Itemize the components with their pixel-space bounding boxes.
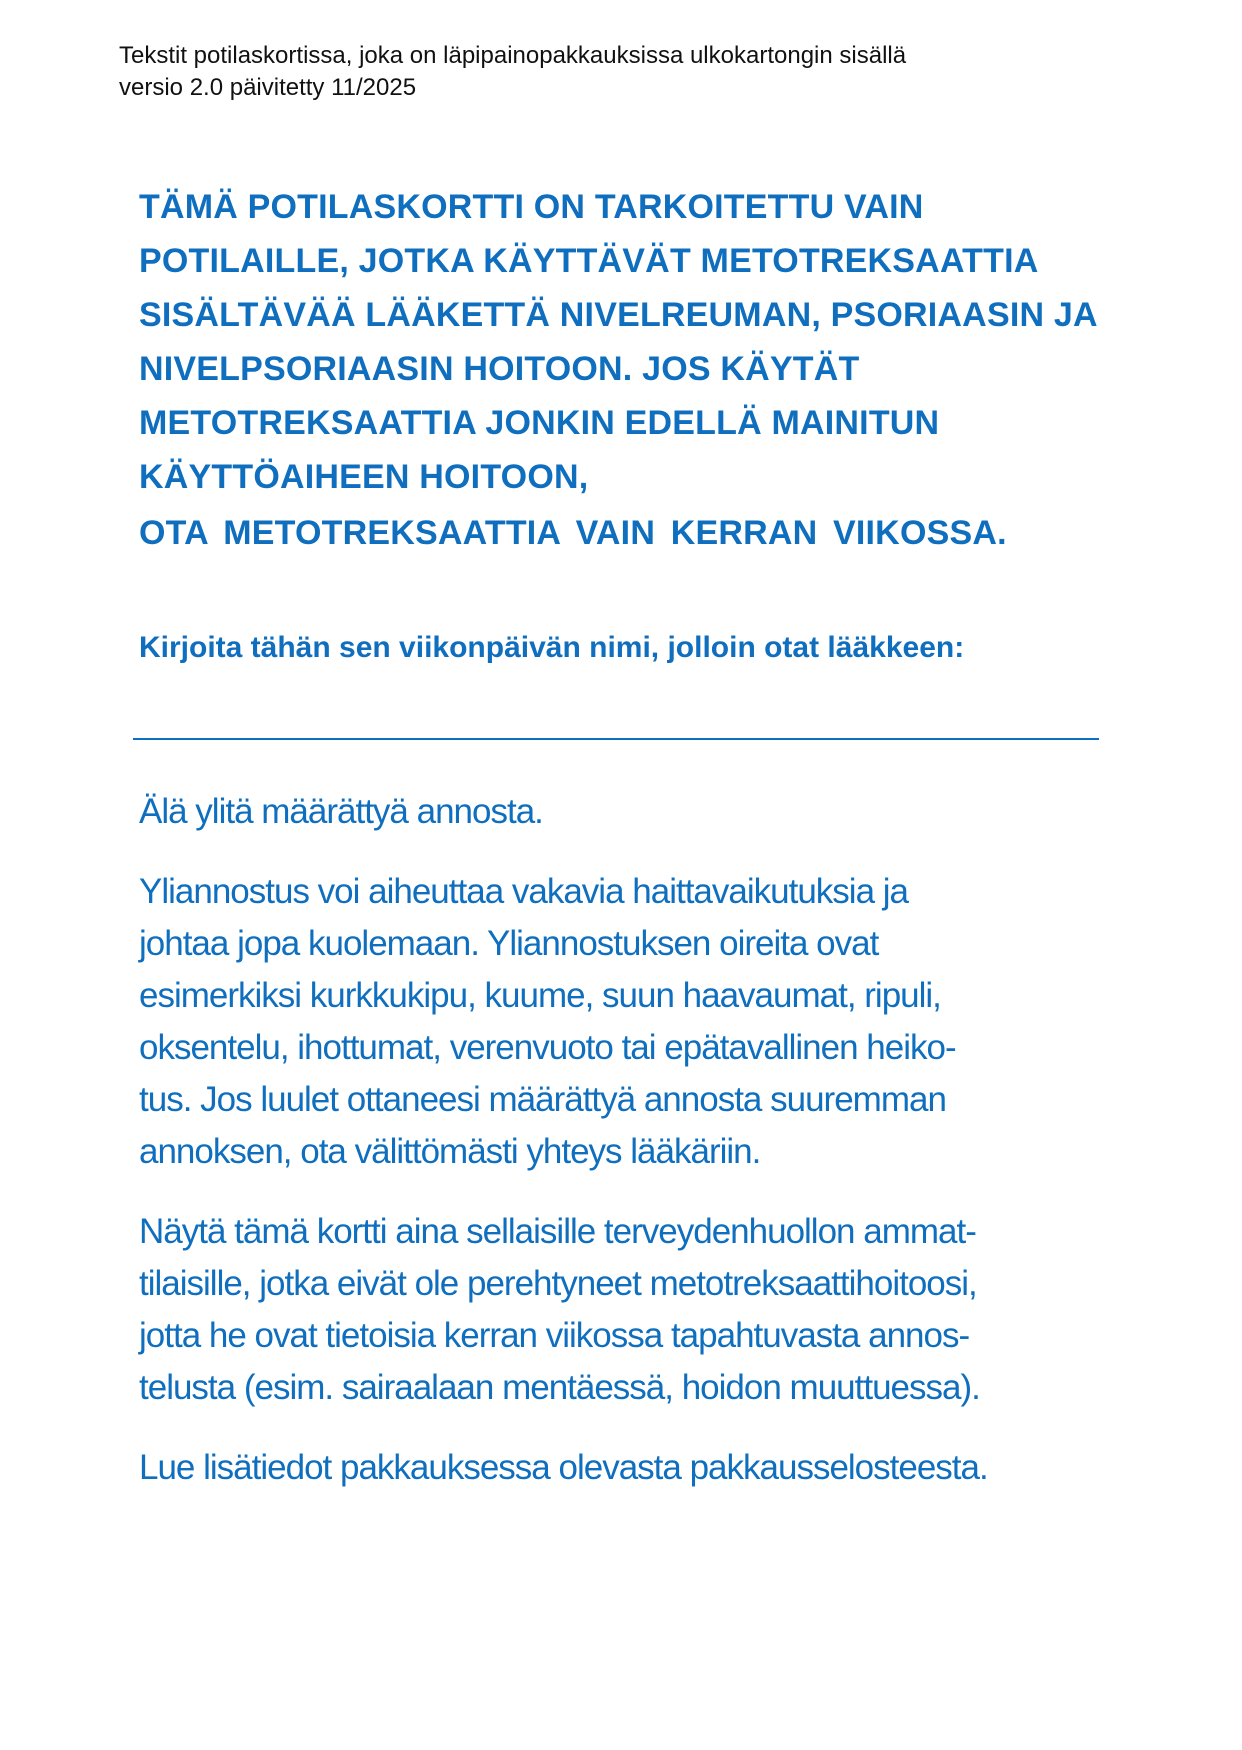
warning-line: TÄMÄ POTILASKORTTI ON TARKOITETTU VAIN (139, 188, 924, 226)
warning-line: POTILAILLE, JOTKA KÄYTTÄVÄT METOTREKSAATTIA (139, 242, 1039, 280)
paragraph-line: Älä ylitä määrättyä annosta. (139, 792, 543, 831)
patient-card (139, 180, 1159, 1487)
paragraph-line: telusta (esim. sairaalaan mentäessä, hoidon muuttuessa). (139, 1368, 980, 1407)
paragraph-line: annoksen, ota välittömästi yhteys lääkäriin. (139, 1132, 761, 1171)
weekday-prompt: Kirjoita tähän sen viikonpäivän nimi, jolloin otat lääkkeen: (139, 631, 965, 664)
paragraph-line: esimerkiksi kurkkukipu, kuume, suun haavaumat, ripuli, (139, 976, 941, 1015)
paragraph-line: tus. Jos luulet ottaneesi määrättyä annosta suuremman (139, 1080, 946, 1119)
warning-emphasis: OTA METOTREKSAATTIA VAIN KERRAN VIIKOSSA. (139, 514, 1007, 552)
paragraph-line: johtaa jopa kuolemaan. Yliannostuksen oireita ovat (139, 924, 879, 963)
warning-block (139, 180, 1159, 560)
paragraph-line: tilaisille, jotka eivät ole perehtyneet metotreksaattihoitoosi, (139, 1264, 977, 1303)
document-header (119, 40, 1119, 104)
paragraph-line: Yliannostus voi aiheuttaa vakavia haittavaikutuksia ja (139, 872, 908, 911)
warning-line: SISÄLTÄVÄÄ LÄÄKETTÄ NIVELREUMAN, PSORIAASIN JA (139, 296, 1098, 334)
warning-line: METOTREKSAATTIA JONKIN EDELLÄ MAINITUN (139, 404, 940, 442)
paragraph-line: jotta he ovat tietoisia kerran viikossa tapahtuvasta annos- (139, 1316, 970, 1355)
paragraph-line: Lue lisätiedot pakkauksessa olevasta pakkausselosteesta. (139, 1448, 988, 1487)
warning-line: NIVELPSORIAASIN HOITOON. JOS KÄYTÄT (139, 350, 860, 388)
weekday-write-line (133, 738, 1099, 740)
header-line: Tekstit potilaskortissa, joka on läpipainopakkauksissa ulkokartongin sisällä (119, 42, 907, 69)
warning-line: KÄYTTÖAIHEEN HOITOON, (139, 458, 589, 496)
header-version: versio 2.0 päivitetty 11/2025 (119, 74, 417, 101)
body-text (139, 758, 1159, 1522)
paragraph-line: oksentelu, ihottumat, verenvuoto tai epätavallinen heiko- (139, 1028, 956, 1067)
paragraph-line: Näytä tämä kortti aina sellaisille terveydenhuollon ammat- (139, 1212, 976, 1251)
